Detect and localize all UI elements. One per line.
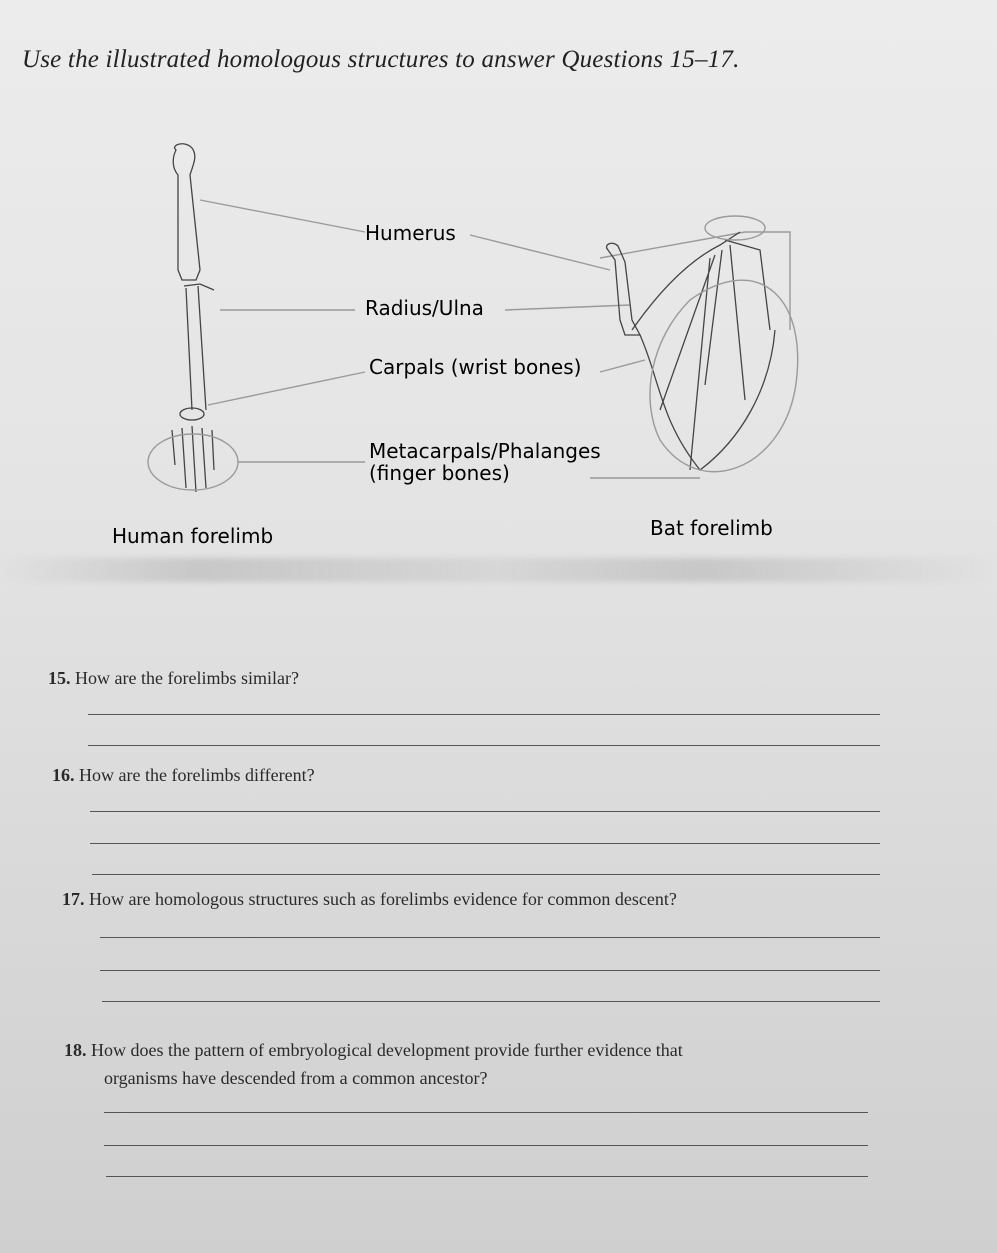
question-17-number: 17.: [62, 889, 85, 909]
humerus-label: Humerus: [365, 221, 456, 245]
homologous-structures-diagram: [0, 0, 997, 600]
question-17-text: How are homologous structures such as forelimbs evidence for common descent?: [89, 889, 677, 909]
answer-line[interactable]: [100, 937, 880, 938]
question-15-text: How are the forelimbs similar?: [75, 668, 299, 688]
bat-wing-membrane: [640, 330, 775, 470]
human-humerus-leader: [200, 200, 365, 232]
metacarpals-label: Metacarpals/Phalanges: [369, 439, 601, 463]
bat-radius-leader: [505, 305, 630, 310]
human-carpals-leader: [208, 372, 365, 405]
bat-forelimb-caption: Bat forelimb: [650, 516, 773, 540]
human-forelimb-drawing: [148, 144, 238, 492]
radius-ulna-label: Radius/Ulna: [365, 296, 484, 320]
answer-line[interactable]: [102, 1001, 880, 1002]
answer-line[interactable]: [104, 1112, 868, 1113]
bat-finger-bones: [660, 240, 770, 470]
bat-wing-leader: [600, 232, 790, 330]
bat-humerus-leader: [470, 235, 610, 270]
question-18: [64, 1040, 683, 1061]
human-forelimb-caption: Human forelimb: [112, 524, 274, 548]
answer-line[interactable]: [88, 714, 880, 715]
answer-line[interactable]: [92, 874, 880, 875]
humerus-bone: [173, 144, 200, 280]
question-17: [62, 889, 677, 910]
question-15: [48, 668, 299, 689]
elbow-joint: [184, 284, 214, 290]
answer-line[interactable]: [104, 1145, 868, 1146]
answer-line[interactable]: [90, 811, 880, 812]
question-18-text-line2: organisms have descended from a common ancestor?: [104, 1068, 488, 1088]
bat-wrist-circle: [705, 216, 765, 240]
bat-carpals-leader: [600, 360, 645, 372]
answer-line[interactable]: [90, 843, 880, 844]
finger-bones-label: (finger bones): [369, 461, 510, 485]
bat-radius-ulna: [632, 232, 740, 330]
answer-line[interactable]: [88, 745, 880, 746]
fold-shadow: [0, 558, 997, 582]
question-16-number: 16.: [52, 765, 75, 785]
question-18-text: How does the pattern of embryological development provide further evidence that: [91, 1040, 683, 1060]
radius-ulna-bones: [186, 286, 206, 410]
question-16: [52, 765, 315, 786]
question-18-number: 18.: [64, 1040, 87, 1060]
question-15-number: 15.: [48, 668, 71, 688]
bat-humerus-bone: [607, 243, 640, 335]
question-16-text: How are the forelimbs different?: [79, 765, 315, 785]
answer-line[interactable]: [106, 1176, 868, 1177]
answer-line[interactable]: [100, 970, 880, 971]
carpals-label: Carpals (wrist bones): [369, 355, 582, 379]
label-leader-lines: [200, 200, 790, 478]
bat-forelimb-drawing: [607, 216, 798, 472]
instructions-text: Use the illustrated homologous structures to answer Questions 15–17.: [22, 46, 740, 73]
